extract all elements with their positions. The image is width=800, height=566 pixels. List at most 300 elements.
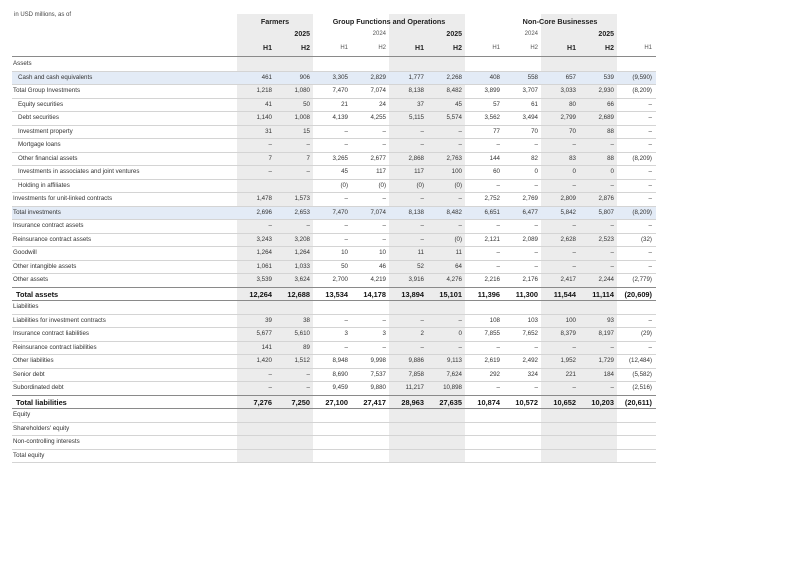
table-cell: 1,952 <box>560 357 576 364</box>
table-cell: – <box>496 222 500 229</box>
table-cell: 83 <box>569 154 576 162</box>
table-cell: – <box>572 222 576 229</box>
table-cell: 8,690 <box>332 370 348 378</box>
table-cell: 88 <box>607 154 614 162</box>
table-cell: – <box>534 222 538 229</box>
table-cell: 408 <box>489 73 500 81</box>
group-header: Group Functions and Operations <box>332 17 446 26</box>
table-cell: 8,482 <box>446 87 462 94</box>
table-cell: 11,217 <box>405 384 424 391</box>
row-divider <box>12 125 656 126</box>
table-cell: – <box>382 141 386 148</box>
table-cell: – <box>268 168 272 175</box>
table-cell: 2,619 <box>484 357 500 364</box>
table-cell: 3,539 <box>256 276 272 283</box>
table-cell: 117 <box>414 168 424 175</box>
table-cell: 93 <box>607 316 614 324</box>
table-cell: 3,265 <box>332 154 348 162</box>
table-cell: – <box>306 222 310 229</box>
table-cell: 80 <box>569 100 576 108</box>
table-cell: 2,799 <box>560 114 576 121</box>
table-cell: 3,208 <box>294 235 310 243</box>
table-cell: 60 <box>493 168 500 175</box>
table-cell: 2,268 <box>446 73 462 81</box>
row-label: Total Group Investments <box>13 87 81 94</box>
row-divider <box>12 206 656 207</box>
table-cell: – <box>496 343 500 351</box>
table-cell: 15,101 <box>439 289 462 299</box>
table-cell: 57 <box>493 100 500 108</box>
table-cell: 7 <box>268 154 272 162</box>
table-cell: 88 <box>607 127 614 135</box>
table-cell: – <box>268 222 272 229</box>
table-cell: – <box>458 127 462 135</box>
row-divider <box>12 327 656 328</box>
table-cell: (29) <box>640 330 652 337</box>
row-label: Insurance contract assets <box>13 222 84 229</box>
table-cell: – <box>572 141 576 148</box>
table-cell: 9,998 <box>370 357 386 364</box>
table-cell: 2,628 <box>560 235 576 243</box>
column-header: H2 <box>530 45 538 51</box>
table-cell: – <box>648 316 652 324</box>
table-cell: (8,209) <box>632 208 652 216</box>
table-cell: (2,779) <box>632 276 652 283</box>
table-cell: 9,886 <box>408 357 424 364</box>
table-cell: – <box>534 384 538 391</box>
table-cell: – <box>610 222 614 229</box>
table-cell: 2,653 <box>294 208 310 216</box>
table-cell: 0 <box>610 168 614 175</box>
row-label: Goodwill <box>13 249 37 256</box>
table-cell: 10,652 <box>553 397 576 407</box>
row-divider <box>12 71 656 72</box>
table-cell: 1,729 <box>598 357 614 364</box>
row-label: Reinsurance contract assets <box>13 235 92 243</box>
table-cell: – <box>648 168 652 175</box>
table-cell: 28,963 <box>401 397 424 407</box>
table-cell: – <box>306 384 310 391</box>
table-cell: 7,470 <box>332 208 348 216</box>
table-cell: – <box>344 222 348 229</box>
row-divider <box>12 219 656 220</box>
table-cell: – <box>648 114 652 121</box>
table-cell: 144 <box>489 154 500 162</box>
table-cell: – <box>610 384 614 391</box>
row-divider <box>12 300 656 301</box>
table-cell: 117 <box>376 168 386 175</box>
table-cell: 3,305 <box>332 73 348 81</box>
table-cell: 27,635 <box>439 397 462 407</box>
table-cell: 46 <box>379 262 386 270</box>
table-cell: 10 <box>379 249 386 256</box>
table-cell: 3,033 <box>560 87 576 94</box>
table-cell: – <box>420 195 424 202</box>
row-divider <box>12 98 656 99</box>
table-cell: 11,396 <box>477 289 500 299</box>
table-cell: 2,876 <box>598 195 614 202</box>
table-cell: 6,477 <box>522 208 538 216</box>
table-cell: – <box>496 141 500 148</box>
table-cell: 5,610 <box>294 330 310 337</box>
row-label: Debt securities <box>18 114 59 121</box>
table-cell: 100 <box>565 316 576 324</box>
balance-sheet-table <box>12 14 656 464</box>
row-label: Total liabilities <box>16 397 67 407</box>
table-cell: 0 <box>534 168 538 175</box>
table-cell: – <box>382 343 386 351</box>
row-label: Shareholders' equity <box>13 424 70 432</box>
table-cell: 4,139 <box>332 114 348 121</box>
table-cell: – <box>648 181 652 189</box>
table-cell: – <box>344 235 348 243</box>
row-divider <box>12 368 656 369</box>
table-cell: 2,417 <box>560 276 576 283</box>
table-cell: 7,855 <box>484 330 500 337</box>
table-cell: – <box>344 127 348 135</box>
table-cell: (0) <box>340 181 348 189</box>
year-header: 2024 <box>524 31 538 37</box>
row-divider <box>12 422 656 423</box>
table-cell: 7,470 <box>332 87 348 94</box>
table-cell: (0) <box>416 181 424 189</box>
table-cell: 8,138 <box>408 208 424 216</box>
column-header: H1 <box>415 45 424 52</box>
table-cell: 12,688 <box>287 289 310 299</box>
table-cell: – <box>458 222 462 229</box>
table-cell: – <box>534 343 538 351</box>
table-cell: 15 <box>303 127 310 135</box>
table-cell: 5,842 <box>560 208 576 216</box>
table-cell: 7,074 <box>370 208 386 216</box>
table-cell: 7,537 <box>370 370 386 378</box>
row-label: Total investments <box>13 208 61 216</box>
table-cell: – <box>306 141 310 148</box>
table-cell: 2,930 <box>598 87 614 94</box>
table-cell: – <box>268 384 272 391</box>
table-cell: 10,898 <box>443 384 462 391</box>
table-cell: 52 <box>417 262 424 270</box>
table-cell: 1,218 <box>256 87 272 94</box>
table-cell: 64 <box>455 262 462 270</box>
table-cell: 3,707 <box>522 87 538 94</box>
row-label: Equity <box>13 411 31 418</box>
table-cell: 0 <box>458 330 462 337</box>
table-cell: 3,562 <box>484 114 500 121</box>
table-cell: 2,752 <box>484 195 500 202</box>
table-cell: 3 <box>344 330 348 337</box>
row-divider <box>12 260 656 261</box>
table-cell: – <box>496 249 500 256</box>
table-cell: 1,777 <box>408 73 424 81</box>
row-label: Investments in associates and joint ventures <box>18 168 140 175</box>
row-divider <box>12 381 656 382</box>
table-cell: 2,677 <box>370 154 386 162</box>
row-label: Senior debt <box>13 370 45 378</box>
row-divider <box>12 435 656 436</box>
table-cell: 2,216 <box>484 276 500 283</box>
table-cell: 657 <box>565 73 576 81</box>
table-cell: 461 <box>261 73 272 81</box>
row-divider <box>12 287 656 288</box>
table-cell: – <box>458 141 462 148</box>
table-cell: (5,582) <box>632 370 652 378</box>
row-label: Mortgage loans <box>18 141 61 148</box>
row-label: Insurance contract liabilities <box>13 330 90 337</box>
table-cell: 70 <box>569 127 576 135</box>
table-cell: 77 <box>493 127 500 135</box>
row-label: Investment property <box>18 127 73 135</box>
table-cell: 45 <box>341 168 348 175</box>
column-header: H2 <box>453 45 462 52</box>
table-cell: 50 <box>341 262 348 270</box>
table-cell: 37 <box>417 100 424 108</box>
table-cell: 11 <box>417 249 424 256</box>
table-cell: 2,700 <box>332 276 348 283</box>
year-header: 2025 <box>598 31 614 38</box>
column-header: H2 <box>378 45 386 51</box>
table-cell: 292 <box>489 370 500 378</box>
table-cell: (8,209) <box>632 87 652 94</box>
table-cell: 10,572 <box>515 397 538 407</box>
table-cell: 8,138 <box>408 87 424 94</box>
table-cell: 1,264 <box>294 249 310 256</box>
table-cell: 1,008 <box>294 114 310 121</box>
table-cell: – <box>648 262 652 270</box>
column-header: H1 <box>492 45 500 51</box>
group-header: Non-Core Businesses <box>522 17 598 26</box>
table-cell: 11 <box>455 249 462 256</box>
table-cell: (0) <box>454 181 462 189</box>
table-cell: 141 <box>261 343 272 351</box>
table-cell: 9,880 <box>370 384 386 391</box>
row-label: Cash and cash equivalents <box>18 73 93 81</box>
table-cell: – <box>420 222 424 229</box>
row-label: Liabilities <box>13 303 39 310</box>
header-divider <box>12 56 656 57</box>
table-cell: 61 <box>531 100 538 108</box>
table-cell: 2,689 <box>598 114 614 121</box>
table-cell: 3,899 <box>484 87 500 94</box>
table-cell: 39 <box>265 316 272 324</box>
row-divider <box>12 408 656 409</box>
table-cell: – <box>344 316 348 324</box>
table-cell: – <box>420 235 424 243</box>
table-cell: 8,948 <box>332 357 348 364</box>
table-cell: 2,121 <box>484 235 500 243</box>
units-note: in USD millions, as of <box>14 12 72 18</box>
table-cell: – <box>382 235 386 243</box>
table-cell: 8,482 <box>446 208 462 216</box>
table-cell: – <box>382 195 386 202</box>
row-divider <box>12 233 656 234</box>
table-cell: 82 <box>531 154 538 162</box>
table-cell: 108 <box>489 316 500 324</box>
table-cell: – <box>382 222 386 229</box>
table-cell: (20,609) <box>624 289 652 299</box>
table-cell: – <box>344 195 348 202</box>
table-cell: 8,197 <box>598 330 614 337</box>
table-cell: (9,590) <box>632 73 652 81</box>
table-cell: 12,264 <box>249 289 272 299</box>
table-cell: 11,544 <box>553 289 576 299</box>
row-divider <box>12 111 656 112</box>
table-cell: – <box>572 262 576 270</box>
table-cell: 324 <box>527 370 538 378</box>
table-cell: 38 <box>303 316 310 324</box>
table-cell: 2,089 <box>522 235 538 243</box>
table-cell: 50 <box>303 100 310 108</box>
table-cell: – <box>572 181 576 189</box>
row-label: Other liabilities <box>13 357 54 364</box>
table-cell: 8,379 <box>560 330 576 337</box>
table-cell: 31 <box>265 127 272 135</box>
table-cell: 2,809 <box>560 195 576 202</box>
column-header: H2 <box>301 45 310 52</box>
table-cell: – <box>648 343 652 351</box>
row-divider <box>12 462 656 463</box>
table-cell: 13,894 <box>401 289 424 299</box>
table-cell: 41 <box>265 100 272 108</box>
table-cell: 100 <box>451 168 462 175</box>
table-cell: 11,300 <box>515 289 538 299</box>
table-cell: 1,512 <box>294 357 310 364</box>
row-label: Total assets <box>16 289 59 299</box>
table-cell: 24 <box>379 100 386 108</box>
row-divider <box>12 246 656 247</box>
table-cell: – <box>420 316 424 324</box>
row-label: Assets <box>13 60 32 67</box>
table-cell: 221 <box>565 370 576 378</box>
table-cell: 9,113 <box>446 357 462 364</box>
table-cell: – <box>458 343 462 351</box>
row-divider <box>12 395 656 396</box>
column-header: H1 <box>340 45 348 51</box>
table-cell: (12,484) <box>628 357 652 364</box>
table-cell: – <box>534 262 538 270</box>
table-cell: 27,417 <box>363 397 386 407</box>
year-header: 2024 <box>372 31 386 37</box>
table-cell: – <box>420 127 424 135</box>
table-cell: (20,611) <box>624 397 652 407</box>
table-cell: 3,624 <box>294 276 310 283</box>
row-divider <box>12 192 656 193</box>
table-cell: – <box>572 249 576 256</box>
row-divider <box>12 179 656 180</box>
table-cell: 2,868 <box>408 154 424 162</box>
table-cell: (0) <box>378 181 386 189</box>
table-cell: – <box>420 141 424 148</box>
table-cell: 21 <box>341 100 348 108</box>
table-cell: – <box>610 249 614 256</box>
table-cell: – <box>306 370 310 378</box>
table-cell: – <box>344 141 348 148</box>
row-label: Investments for unit-linked contracts <box>13 195 113 202</box>
column-header: H2 <box>605 45 614 52</box>
table-cell: 7,276 <box>253 397 272 407</box>
table-cell: – <box>496 262 500 270</box>
table-cell: 11,114 <box>592 289 614 299</box>
table-cell: 4,276 <box>446 276 462 283</box>
table-cell: 1,573 <box>294 195 310 202</box>
table-cell: – <box>458 195 462 202</box>
table-cell: 7,858 <box>408 370 424 378</box>
table-cell: 2,696 <box>256 208 272 216</box>
table-cell: 89 <box>303 343 310 351</box>
row-label: Non-controlling interests <box>13 438 80 445</box>
table-cell: (32) <box>640 235 652 243</box>
table-cell: – <box>648 222 652 229</box>
row-label: Total equity <box>13 451 45 459</box>
table-cell: – <box>610 262 614 270</box>
table-cell: 13,534 <box>325 289 348 299</box>
table-cell: 2,244 <box>598 276 614 283</box>
row-divider <box>12 449 656 450</box>
table-cell: – <box>382 127 386 135</box>
table-cell: (0) <box>454 235 462 243</box>
table-cell: – <box>382 316 386 324</box>
table-cell: 1,080 <box>294 87 310 94</box>
table-cell: 1,478 <box>256 195 272 202</box>
column-header: H1 <box>567 45 576 52</box>
table-cell: 0 <box>572 168 576 175</box>
table-cell: – <box>648 195 652 202</box>
row-label: Equity securities <box>18 100 64 108</box>
table-cell: 66 <box>607 100 614 108</box>
table-cell: 7,652 <box>522 330 538 337</box>
table-cell: 5,677 <box>256 330 272 337</box>
group-header: Farmers <box>260 17 290 26</box>
table-cell: 5,115 <box>408 114 424 121</box>
table-cell: 10 <box>341 249 348 256</box>
table-cell: – <box>610 181 614 189</box>
table-cell: – <box>496 181 500 189</box>
table-cell: 7,250 <box>291 397 310 407</box>
table-cell: – <box>458 316 462 324</box>
row-divider <box>12 314 656 315</box>
row-divider <box>12 354 656 355</box>
row-divider <box>12 273 656 274</box>
table-cell: 3,494 <box>522 114 538 121</box>
row-label: Other financial assets <box>18 154 78 162</box>
table-cell: 1,061 <box>256 262 272 270</box>
table-cell: – <box>534 181 538 189</box>
table-cell: – <box>420 343 424 351</box>
table-cell: 1,264 <box>256 249 272 256</box>
row-divider <box>12 341 656 342</box>
table-cell: 184 <box>603 370 614 378</box>
table-cell: 1,420 <box>256 357 272 364</box>
table-cell: – <box>610 141 614 148</box>
table-cell: – <box>572 384 576 391</box>
table-cell: 3,243 <box>256 235 272 243</box>
table-cell: 558 <box>527 73 538 81</box>
table-cell: 4,255 <box>370 114 386 121</box>
row-divider <box>12 84 656 85</box>
year-header: 2025 <box>294 31 310 38</box>
row-label: Reinsurance contract liabilities <box>13 343 97 351</box>
table-cell: 103 <box>527 316 538 324</box>
table-cell: 2,176 <box>522 276 538 283</box>
table-cell: 2,769 <box>522 195 538 202</box>
row-label: Subordinated debt <box>13 384 64 391</box>
table-cell: 3 <box>382 330 386 337</box>
table-cell: 7,074 <box>370 87 386 94</box>
table-cell: – <box>268 141 272 148</box>
table-cell: 10,203 <box>591 397 614 407</box>
table-cell: – <box>648 141 652 148</box>
table-cell: – <box>268 370 272 378</box>
